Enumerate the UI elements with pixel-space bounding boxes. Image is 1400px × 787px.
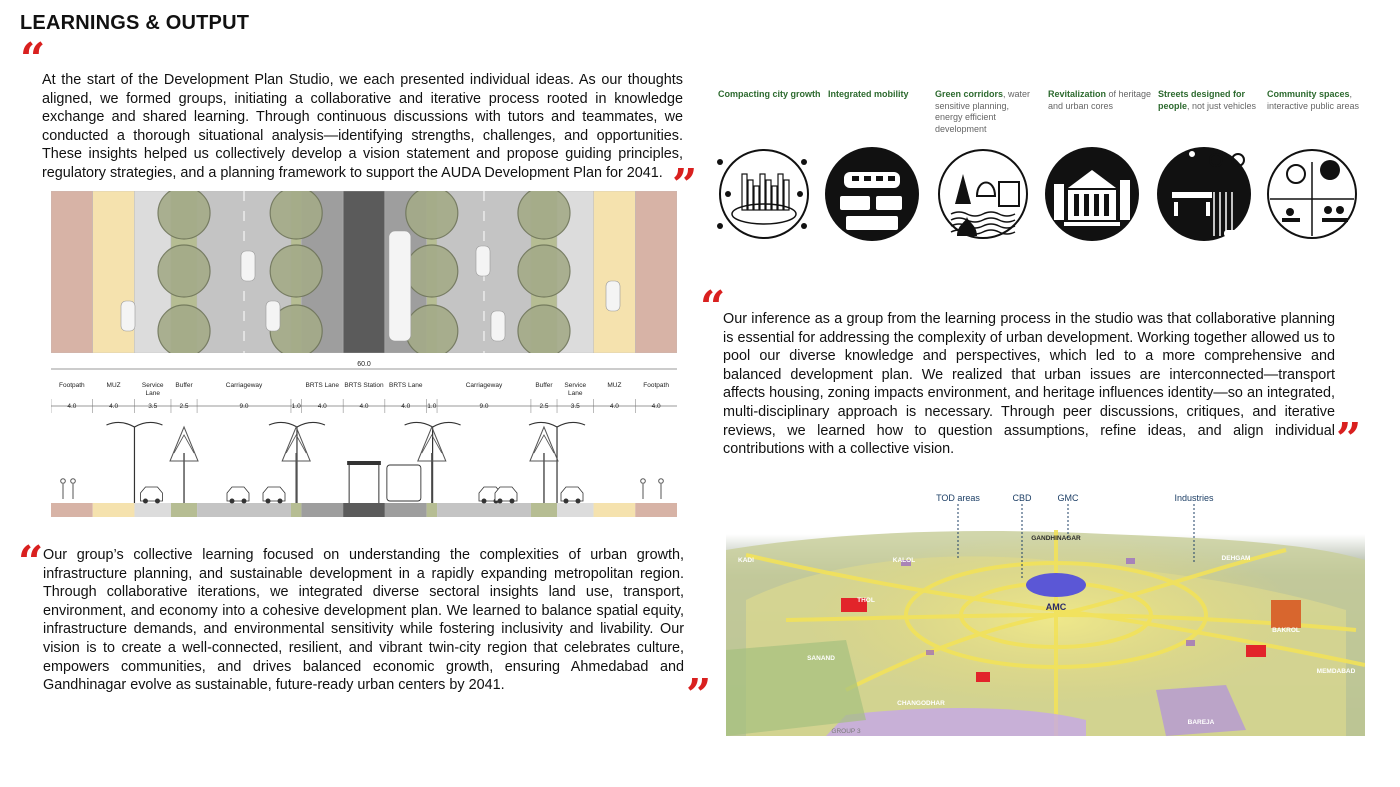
close-quote-mark: ” — [1336, 414, 1362, 465]
map-place-label: MEMDABAD — [1316, 668, 1356, 675]
mobility-icon — [822, 144, 922, 250]
lane-name-label: Service — [564, 382, 587, 389]
community-icon — [1262, 144, 1362, 250]
lane-width-label: 4.0 — [401, 403, 411, 410]
lane-name-label: Service — [141, 382, 164, 389]
lane-width-label: 4.0 — [359, 403, 369, 410]
intro-paragraph: At the start of the Development Plan Studio, we each presented individual ideas. As our thoughts aligned, we formed groups, initiating a collaborative and iterative process rooted in knowledge exchange and shared learning. Through continuous discussions with tutors and teammates, we conducted a thorough situational analysis—identifying strengths, challenges, and opportunities. These insights helped us collectively develop a vision statement and propose guiding principles, regulatory strategies, and a planning framework to support the AUDA Development Plan for 2041. — [42, 72, 683, 181]
map-callout-label: Industries — [1174, 493, 1214, 503]
lane-name-label: Lane — [145, 390, 160, 397]
map-place-label: BAREJA — [1187, 719, 1215, 726]
principle-title: Integrated mobility — [828, 89, 909, 99]
lane-name-label: Carriageway — [465, 382, 503, 389]
lane-width-label: 4.0 — [67, 403, 77, 410]
total-width-label: 60.0 — [357, 361, 371, 368]
map-place-label: CHANGODHAR — [897, 700, 945, 707]
lane-name-label: BRTS Lane — [388, 382, 423, 389]
map-place-label: GANDHINAGAR — [1031, 535, 1081, 542]
principle-detail: , not just vehicles — [1187, 100, 1257, 111]
principle-caption — [828, 89, 932, 101]
lane-name-label: Carriageway — [225, 382, 263, 389]
compact-city-icon — [714, 144, 814, 250]
lane-width-label: 2.5 — [179, 403, 189, 410]
street-section-diagram — [51, 191, 677, 517]
map-place-label: KALOL — [892, 557, 916, 564]
page-title: LEARNINGS & OUTPUT — [20, 12, 250, 34]
principle-detail: , interactive public areas — [1267, 89, 1360, 111]
lane-name-label: Footpath — [59, 382, 85, 389]
close-quote-mark: ” — [672, 160, 698, 211]
regional-plan-map — [726, 490, 1365, 736]
lane-width-label: 2.5 — [539, 403, 549, 410]
principle-title: Revitalization — [1048, 89, 1107, 99]
principle-detail: of heritage and urban cores — [1048, 89, 1152, 111]
lane-name-label: MUZ — [607, 382, 622, 389]
principle-title: Green corridors — [935, 89, 1004, 99]
inference-paragraph: Our inference as a group from the learning process in the studio was that collaborative planning is essential for addressing the complexity of urban development. Working together allowed us to pool our diverse knowledge and perspectives, which led to a more comprehensive and balanced development plan. We realized that urban issues are interconnected—transport affects housing, zoning impacts environment, and heritage influences identity—so an integrated, multi-disciplinary approach is necessary. Through peer discussions, critiques, and iterative reviews, we learned how to question assumptions, refine ideas, and align individual contributions with a collective vision. — [723, 311, 1335, 458]
collective-learning-paragraph: Our group’s collective learning focused on understanding the complexities of urban growth, infrastructure planning, and sustainable development in a rapidly expanding metropolitan region. Through collaborative iterations, we integrated diverse sectoral insights land use, transport, environment, and economy into a cohesive development plan. We learned to balance spatial equity, infrastructure demands, and environmental sensitivity while fostering inclusivity and livability. Our vision is to create a well-connected, resilient, and vibrant twin-city region that celebrates culture, empowers communities, and drives balanced economic growth, ensuring Ahmedabad and Gandhinagar evolve as sustainable, future-ready urban centers by 2041. — [43, 547, 684, 694]
lane-width-label: 4.0 — [109, 403, 119, 410]
principle-title: Compacting city growth — [718, 89, 821, 99]
map-place-label: DEHGAM — [1221, 555, 1251, 562]
street-icon — [1154, 144, 1254, 250]
green-corridor-icon — [933, 144, 1033, 250]
map-callout-label: TOD areas — [936, 493, 980, 503]
lane-name-label: BRTS Station — [344, 382, 384, 389]
principle-caption — [1048, 89, 1152, 112]
principle-title: Streets designed for people — [1158, 89, 1246, 111]
map-place-label: GROUP 3 — [831, 728, 861, 735]
lane-name-label: Buffer — [175, 382, 193, 389]
lane-name-label: Lane — [568, 390, 583, 397]
lane-width-label: 4.0 — [651, 403, 661, 410]
map-place-label: AMC — [1045, 602, 1067, 612]
lane-width-label: 1.0 — [291, 403, 301, 410]
map-place-label: KADI — [738, 557, 754, 564]
open-quote-mark: “ — [18, 537, 44, 588]
lane-width-label: 9.0 — [239, 403, 249, 410]
lane-name-label: Buffer — [535, 382, 553, 389]
lane-width-label: 3.5 — [148, 403, 158, 410]
close-quote-mark: ” — [686, 670, 712, 721]
principle-detail: , water sensitive planning, energy efficient development — [935, 89, 1031, 134]
principle-title: Community spaces — [1267, 89, 1350, 99]
map-callout-label: CBD — [1012, 493, 1032, 503]
map-place-label: THOL — [857, 597, 875, 604]
lane-width-label: 9.0 — [479, 403, 489, 410]
open-quote-mark: “ — [20, 34, 46, 85]
lane-name-label: Footpath — [643, 382, 669, 389]
principle-caption — [1158, 89, 1262, 112]
map-place-label: BAKROL — [1272, 627, 1300, 634]
lane-width-label: 3.5 — [570, 403, 580, 410]
heritage-icon — [1042, 144, 1142, 250]
map-place-label: SANAND — [807, 655, 835, 662]
lane-name-label: BRTS Lane — [305, 382, 340, 389]
map-callout-label: GMC — [1057, 493, 1079, 503]
lane-width-label: 1.0 — [427, 403, 437, 410]
principle-caption — [935, 89, 1039, 135]
lane-name-label: MUZ — [106, 382, 121, 389]
principle-caption — [1267, 89, 1371, 112]
lane-width-label: 4.0 — [317, 403, 327, 410]
principle-caption — [718, 89, 822, 101]
lane-width-label: 4.0 — [609, 403, 619, 410]
open-quote-mark: “ — [700, 282, 726, 333]
